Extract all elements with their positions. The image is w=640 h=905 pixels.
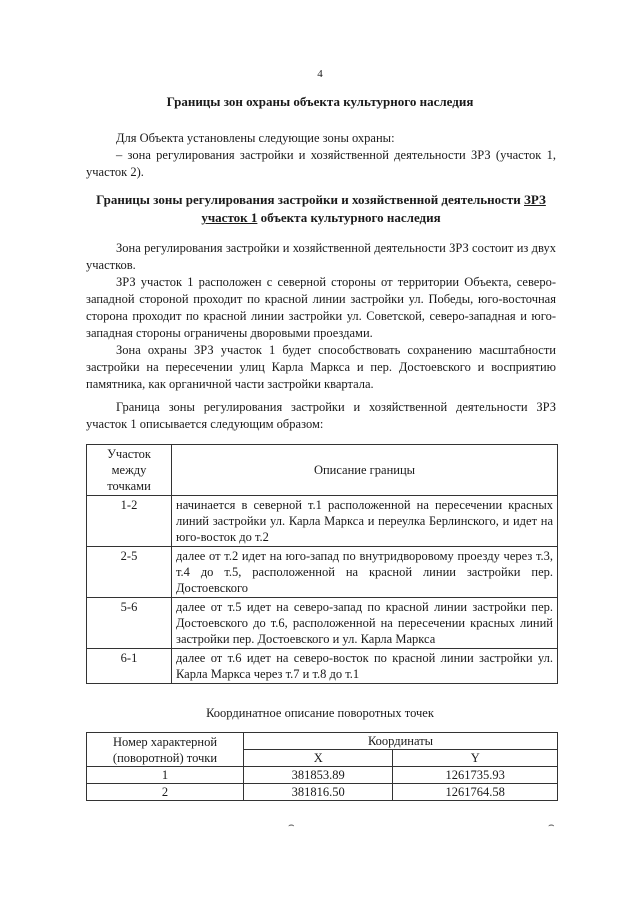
intro-paragraph: Для Объекта установлены следующие зоны охраны:	[116, 131, 395, 145]
footer-mark-right: ⌢	[548, 820, 555, 831]
description-cell: далее от т.5 идет на северо-запад по красной линии застройки пер. Достоевского до т.6, расположенной на пересечении красных линий застройки пер. Достоевского и ул. Карла Маркса	[172, 598, 558, 649]
y-cell: 1261764.58	[393, 784, 558, 801]
description-cell: далее от т.6 идет на северо-восток по красной линии застройки ул. Карла Маркса через т.7 и т.8 до т.1	[172, 649, 558, 684]
table-row	[87, 496, 558, 547]
coords-header-row	[87, 733, 558, 750]
section-heading-underlined: ЗРЗ участок 1	[201, 192, 546, 225]
header-point: Номер характерной (поворотной) точки	[87, 733, 244, 767]
page-number: 4	[317, 68, 323, 80]
segment-cell: 6-1	[87, 649, 172, 684]
section-heading-part1: Границы зоны регулирования застройки и хозяйственной деятельности	[96, 192, 525, 207]
table-row	[87, 784, 558, 801]
boundary-table	[86, 444, 558, 684]
intro-list-item: – зона регулирования застройки и хозяйственной деятельности ЗРЗ (участок 1, участок 2).	[86, 148, 556, 179]
description-cell: далее от т.2 идет на юго-запад по внутридворовому проезду через т.3, т.4 до т.5, расположенной на красной линии застройки пер. Достоевского	[172, 547, 558, 598]
header-segment: Участок между точками	[87, 445, 172, 496]
x-cell: 381853.89	[244, 767, 393, 784]
x-cell: 381816.50	[244, 784, 393, 801]
table-row	[87, 767, 558, 784]
coords-caption: Координатное описание поворотных точек	[206, 706, 434, 720]
body-paragraph-1: Зона регулирования застройки и хозяйственной деятельности ЗРЗ состоит из двух участков.	[86, 241, 556, 272]
table-row	[87, 547, 558, 598]
point-cell: 1	[87, 767, 244, 784]
body-paragraph-3: Зона охраны ЗРЗ участок 1 будет способствовать сохранению масштабности застройки на пересечении улиц Карла Маркса и пер. Достоевского и восприятию памятника, как органичной части застройки квартала.	[86, 343, 556, 391]
section-heading-part2: объекта культурного наследия	[257, 210, 441, 225]
header-coords: Координаты	[244, 733, 558, 750]
header-y: Y	[393, 750, 558, 767]
table-row	[87, 598, 558, 649]
body-paragraph-2: ЗРЗ участок 1 расположен с северной стороны от территории Объекта, северо-западной стороной проходит по красной линии застройки ул. Победы, юго-восточная сторона проходит по красной линии застройки ул. Советской, северо-западная и юго-западная стороны ограничены дворовыми проездами.	[86, 275, 556, 340]
header-description: Описание границы	[172, 445, 558, 496]
y-cell: 1261735.93	[393, 767, 558, 784]
segment-cell: 1-2	[87, 496, 172, 547]
body-paragraph-4: Граница зоны регулирования застройки и хозяйственной деятельности ЗРЗ участок 1 описывается следующим образом:	[86, 400, 556, 431]
segment-cell: 2-5	[87, 547, 172, 598]
header-x: X	[244, 750, 393, 767]
description-cell: начинается в северной т.1 расположенной на пересечении красных линий застройки ул. Карла Маркса и переулка Берлинского, и идет на юго-восток до т.2	[172, 496, 558, 547]
boundary-table-header	[87, 445, 558, 496]
section-heading	[96, 191, 546, 227]
segment-cell: 5-6	[87, 598, 172, 649]
main-heading: Границы зон охраны объекта культурного наследия	[166, 94, 474, 109]
point-cell: 2	[87, 784, 244, 801]
footer-mark-left: ⌢	[288, 820, 295, 831]
table-row	[87, 649, 558, 684]
coords-table	[86, 732, 558, 801]
